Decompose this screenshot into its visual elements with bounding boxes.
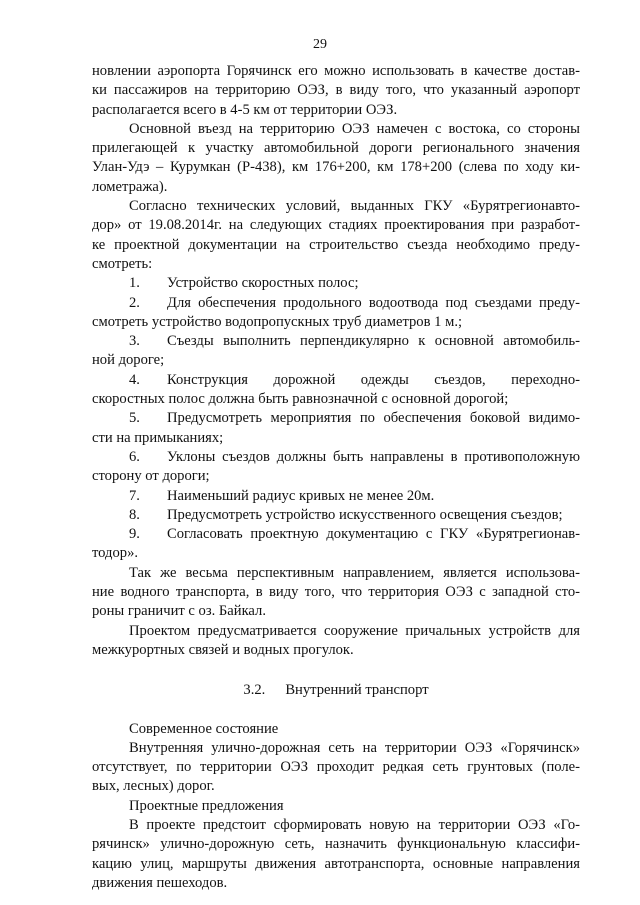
text-line: Внутренняя улично-дорожная сеть на территории ОЭЗ «Горячинск» — [129, 739, 580, 756]
list-item-text: Уклоны съездов должны быть направлены в противоположную — [167, 448, 580, 465]
text-line: В проекте предстоит сформировать новую на территории ОЭЗ «Го- — [129, 816, 580, 833]
text-line: межкурортных связей и водных прогулок. — [92, 641, 354, 658]
list-item-continuation: скоростных полос должна быть равнозначной с основной дорогой; — [92, 391, 509, 408]
requirements-list — [92, 274, 580, 563]
paragraph-proposals — [92, 816, 580, 893]
paragraph-technical-conditions — [92, 197, 580, 274]
list-item-number: 2. — [129, 294, 140, 311]
list-item-continuation: смотреть устройство водопропускных труб диаметров 1 м.; — [92, 313, 463, 330]
text-line: Проектом предусматривается сооружение причальных устройств для — [129, 622, 580, 639]
list-item — [92, 332, 580, 371]
text-line: вых, лесных) дорог. — [92, 778, 215, 795]
text-line: роны граничит с оз. Байкал. — [92, 603, 266, 620]
subheading-project-proposals: Проектные предложения — [129, 797, 284, 814]
text-line: Основной въезд на территорию ОЭЗ намечен с востока, со стороны — [129, 120, 580, 137]
text-line: отсутствует, по территории ОЭЗ проходит редкая сеть грунтовых (поле- — [92, 759, 580, 776]
document-body — [92, 62, 580, 893]
text-line: новлении аэропорта Горячинск его можно использовать в качестве достав- — [92, 63, 580, 79]
text-line: Согласно технических условий, выданных ГКУ «Бурятрегионавто- — [129, 198, 580, 215]
list-item-text: Для обеспечения продольного водоотвода под съездами преду- — [167, 294, 580, 311]
text-line: прилегающей к участку автомобильной дороги регионального значения — [92, 140, 580, 157]
text-line: ние водного транспорта, в виду того, что территория ОЭЗ с западной сто- — [92, 584, 580, 601]
list-item-text: Предусмотреть мероприятия по обеспечения боковой видимо- — [167, 410, 580, 427]
list-item-text: Наименьший радиус кривых не менее 20м. — [167, 487, 435, 504]
list-item-number: 8. — [129, 506, 140, 523]
text-line: Улан-Удэ – Курумкан (Р-438), км 176+200, км 178+200 (слева по ходу ки- — [92, 159, 580, 176]
list-item-number: 7. — [129, 487, 140, 504]
list-item-text: Конструкция дорожной одежды съездов, переходно- — [167, 371, 580, 388]
text-line: Так же весьма перспективным направлением, является использова- — [129, 564, 580, 581]
paragraph-internal-network — [92, 739, 580, 797]
paragraph-main-entrance — [92, 120, 580, 197]
text-line: кацию улиц, маршруты движения автотранспорта, основные направления — [92, 855, 580, 872]
list-item-number: 5. — [129, 410, 140, 427]
list-item-continuation: сти на примыканиях; — [92, 429, 224, 446]
list-item-number: 3. — [129, 333, 140, 350]
list-item — [92, 506, 580, 525]
paragraph-water-transport — [92, 564, 580, 622]
text-line: дор» от 19.08.2014г. на следующих стадиях проектирования при разработ- — [92, 217, 580, 234]
list-item — [92, 409, 580, 448]
list-item-number: 4. — [129, 371, 140, 388]
section-number: 3.2. — [243, 682, 266, 699]
list-item-continuation: ной дороге; — [92, 352, 165, 369]
list-item — [92, 294, 580, 333]
paragraph-airport — [92, 62, 580, 120]
list-item-continuation: тодор». — [92, 545, 139, 562]
list-item — [92, 487, 580, 506]
list-item-number: 1. — [129, 275, 140, 292]
list-item — [92, 371, 580, 410]
text-line: движения пешеходов. — [92, 874, 228, 891]
page-number: 29 — [313, 37, 327, 52]
text-line: ке проектной документации на строительство съезда необходимо преду- — [92, 236, 580, 253]
list-item — [92, 525, 580, 564]
text-line: смотреть: — [92, 255, 153, 272]
list-item — [92, 274, 580, 293]
list-item-text: Устройство скоростных полос; — [167, 275, 359, 292]
paragraph-piers — [92, 622, 580, 661]
list-item-text: Предусмотреть устройство искусственного освещения съездов; — [167, 506, 563, 523]
text-line: ки пассажиров на территорию ОЭЗ, в виду того, что указанный аэропорт — [92, 82, 580, 99]
list-item — [92, 448, 580, 487]
list-item-number: 9. — [129, 526, 140, 543]
list-item-continuation: сторону от дороги; — [92, 468, 210, 485]
text-line: располагается всего в 4-5 км от территории ОЭЗ. — [92, 101, 398, 118]
text-line: рячинск» улично-дорожную сеть, назначить функциональную классифи- — [92, 836, 580, 853]
list-item-text: Съезды выполнить перпендикулярно к основной автомобиль- — [167, 333, 580, 350]
section-title: Внутренний транспорт — [285, 682, 429, 699]
section-heading — [92, 681, 580, 700]
subheading-current-state: Современное состояние — [129, 720, 279, 737]
list-item-number: 6. — [129, 448, 140, 465]
text-line: лометража). — [92, 178, 168, 195]
list-item-text: Согласовать проектную документацию с ГКУ «Бурятрегионав- — [167, 526, 580, 543]
